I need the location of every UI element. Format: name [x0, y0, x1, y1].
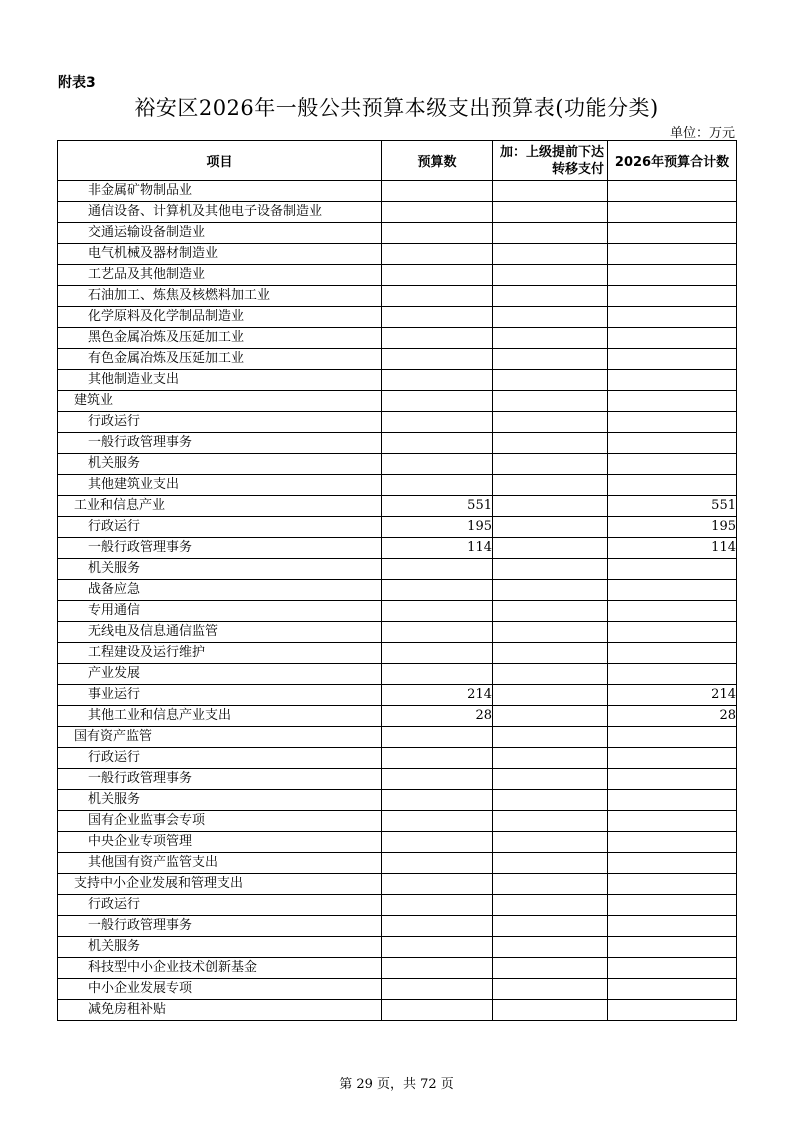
- row-transfer-value: [493, 685, 608, 706]
- table-row: [58, 664, 737, 685]
- row-total-value: [608, 475, 737, 496]
- table-row: [58, 811, 737, 832]
- row-total-value: [608, 769, 737, 790]
- row-transfer-value: [493, 265, 608, 286]
- row-item-name: 无线电及信息通信监管: [58, 622, 382, 643]
- row-total-value: 28: [608, 706, 737, 727]
- row-budget-value: 551: [382, 496, 493, 517]
- column-header-total: 2026年预算合计数: [608, 141, 737, 181]
- row-item-name: 支持中小企业发展和管理支出: [58, 874, 382, 895]
- table-row: [58, 412, 737, 433]
- row-item-name: 石油加工、炼焦及核燃料加工业: [58, 286, 382, 307]
- row-transfer-value: [493, 328, 608, 349]
- row-transfer-value: [493, 622, 608, 643]
- row-budget-value: [382, 307, 493, 328]
- row-transfer-value: [493, 370, 608, 391]
- row-total-value: [608, 349, 737, 370]
- page-title: 裕安区2026年一般公共预算本级支出预算表(功能分类): [134, 96, 659, 120]
- row-transfer-value: [493, 559, 608, 580]
- row-total-value: [608, 559, 737, 580]
- row-item-name: 专用通信: [58, 601, 382, 622]
- row-item-name: 机关服务: [58, 937, 382, 958]
- table-row: [58, 748, 737, 769]
- row-budget-value: [382, 832, 493, 853]
- row-budget-value: [382, 643, 493, 664]
- row-total-value: [608, 832, 737, 853]
- row-transfer-value: [493, 895, 608, 916]
- budget-table: [57, 140, 737, 1021]
- row-total-value: [608, 958, 737, 979]
- row-item-name: 减免房租补贴: [58, 1000, 382, 1021]
- row-item-name: 机关服务: [58, 454, 382, 475]
- table-row: [58, 580, 737, 601]
- row-item-name: 通信设备、计算机及其他电子设备制造业: [58, 202, 382, 223]
- row-budget-value: [382, 895, 493, 916]
- table-row: [58, 517, 737, 538]
- row-item-name: 交通运输设备制造业: [58, 223, 382, 244]
- row-total-value: [608, 811, 737, 832]
- table-row: [58, 643, 737, 664]
- table-row: [58, 958, 737, 979]
- row-transfer-value: [493, 349, 608, 370]
- row-item-name: 机关服务: [58, 559, 382, 580]
- row-total-value: [608, 790, 737, 811]
- table-row: [58, 244, 737, 265]
- row-transfer-value: [493, 727, 608, 748]
- row-transfer-value: [493, 244, 608, 265]
- row-budget-value: 114: [382, 538, 493, 559]
- row-total-value: [608, 391, 737, 412]
- row-total-value: [608, 916, 737, 937]
- table-row: [58, 328, 737, 349]
- row-transfer-value: [493, 496, 608, 517]
- row-budget-value: [382, 202, 493, 223]
- row-item-name: 科技型中小企业技术创新基金: [58, 958, 382, 979]
- table-row: [58, 559, 737, 580]
- row-transfer-value: [493, 832, 608, 853]
- row-item-name: 其他制造业支出: [58, 370, 382, 391]
- table-body: [58, 181, 737, 1021]
- row-budget-value: [382, 979, 493, 1000]
- row-total-value: [608, 370, 737, 391]
- column-header-item: 项目: [58, 141, 382, 181]
- table-row: [58, 349, 737, 370]
- table-row: [58, 769, 737, 790]
- row-budget-value: [382, 580, 493, 601]
- row-transfer-value: [493, 706, 608, 727]
- row-total-value: [608, 1000, 737, 1021]
- table-row: [58, 1000, 737, 1021]
- table-row: [58, 706, 737, 727]
- row-budget-value: [382, 265, 493, 286]
- column-header-transfer: 加：上级提前下达转移支付: [493, 141, 608, 181]
- row-item-name: 行政运行: [58, 748, 382, 769]
- row-transfer-value: [493, 874, 608, 895]
- row-budget-value: [382, 454, 493, 475]
- row-transfer-value: [493, 454, 608, 475]
- row-budget-value: [382, 433, 493, 454]
- row-budget-value: [382, 181, 493, 202]
- row-transfer-value: [493, 181, 608, 202]
- table-row: [58, 496, 737, 517]
- row-item-name: 行政运行: [58, 517, 382, 538]
- row-budget-value: [382, 601, 493, 622]
- row-budget-value: [382, 727, 493, 748]
- row-transfer-value: [493, 748, 608, 769]
- row-total-value: [608, 454, 737, 475]
- row-transfer-value: [493, 790, 608, 811]
- row-total-value: [608, 580, 737, 601]
- row-transfer-value: [493, 916, 608, 937]
- row-transfer-value: [493, 475, 608, 496]
- column-header-budget: 预算数: [382, 141, 493, 181]
- row-budget-value: [382, 937, 493, 958]
- row-item-name: 一般行政管理事务: [58, 916, 382, 937]
- row-total-value: [608, 601, 737, 622]
- row-budget-value: 214: [382, 685, 493, 706]
- table-row: [58, 307, 737, 328]
- row-transfer-value: [493, 601, 608, 622]
- row-item-name: 一般行政管理事务: [58, 769, 382, 790]
- row-budget-value: [382, 412, 493, 433]
- row-item-name: 工艺品及其他制造业: [58, 265, 382, 286]
- table-row: [58, 286, 737, 307]
- table-row: [58, 937, 737, 958]
- row-budget-value: [382, 559, 493, 580]
- row-transfer-value: [493, 433, 608, 454]
- row-budget-value: [382, 223, 493, 244]
- row-transfer-value: [493, 517, 608, 538]
- row-total-value: [608, 265, 737, 286]
- row-transfer-value: [493, 202, 608, 223]
- row-budget-value: [382, 811, 493, 832]
- row-transfer-value: [493, 286, 608, 307]
- row-item-name: 战备应急: [58, 580, 382, 601]
- row-transfer-value: [493, 1000, 608, 1021]
- row-transfer-value: [493, 412, 608, 433]
- row-budget-value: [382, 958, 493, 979]
- row-item-name: 国有资产监管: [58, 727, 382, 748]
- table-row: [58, 622, 737, 643]
- row-item-name: 一般行政管理事务: [58, 433, 382, 454]
- row-item-name: 机关服务: [58, 790, 382, 811]
- row-total-value: [608, 727, 737, 748]
- row-item-name: 其他建筑业支出: [58, 475, 382, 496]
- row-item-name: 国有企业监事会专项: [58, 811, 382, 832]
- row-item-name: 产业发展: [58, 664, 382, 685]
- table-row: [58, 874, 737, 895]
- row-total-value: [608, 643, 737, 664]
- row-item-name: 工业和信息产业: [58, 496, 382, 517]
- row-item-name: 黑色金属冶炼及压延加工业: [58, 328, 382, 349]
- row-budget-value: [382, 874, 493, 895]
- row-transfer-value: [493, 223, 608, 244]
- table-row: [58, 370, 737, 391]
- row-total-value: 551: [608, 496, 737, 517]
- table-row: [58, 853, 737, 874]
- table-row: [58, 181, 737, 202]
- table-row: [58, 895, 737, 916]
- table-row: [58, 538, 737, 559]
- table-row: [58, 601, 737, 622]
- row-transfer-value: [493, 580, 608, 601]
- table-row: [58, 475, 737, 496]
- table-row: [58, 832, 737, 853]
- row-transfer-value: [493, 958, 608, 979]
- row-total-value: [608, 622, 737, 643]
- appendix-label: 附表3: [58, 75, 96, 91]
- table-row: [58, 265, 737, 286]
- row-total-value: [608, 895, 737, 916]
- row-transfer-value: [493, 391, 608, 412]
- row-transfer-value: [493, 811, 608, 832]
- row-budget-value: [382, 370, 493, 391]
- table-row: [58, 433, 737, 454]
- row-budget-value: [382, 853, 493, 874]
- row-budget-value: 28: [382, 706, 493, 727]
- row-total-value: [608, 412, 737, 433]
- row-item-name: 非金属矿物制品业: [58, 181, 382, 202]
- row-transfer-value: [493, 769, 608, 790]
- row-budget-value: [382, 790, 493, 811]
- table-row: [58, 727, 737, 748]
- table-header-row: [58, 141, 737, 181]
- unit-label: 单位：万元: [669, 126, 735, 141]
- row-total-value: 114: [608, 538, 737, 559]
- row-budget-value: [382, 475, 493, 496]
- row-total-value: [608, 244, 737, 265]
- table-row: [58, 979, 737, 1000]
- row-budget-value: [382, 328, 493, 349]
- row-item-name: 工程建设及运行维护: [58, 643, 382, 664]
- table-row: [58, 685, 737, 706]
- row-total-value: [608, 874, 737, 895]
- row-budget-value: [382, 349, 493, 370]
- row-item-name: 中小企业发展专项: [58, 979, 382, 1000]
- row-item-name: 行政运行: [58, 412, 382, 433]
- row-budget-value: [382, 664, 493, 685]
- table-row: [58, 790, 737, 811]
- row-transfer-value: [493, 853, 608, 874]
- row-budget-value: 195: [382, 517, 493, 538]
- row-total-value: [608, 286, 737, 307]
- row-total-value: [608, 853, 737, 874]
- row-transfer-value: [493, 937, 608, 958]
- row-item-name: 电气机械及器材制造业: [58, 244, 382, 265]
- table-row: [58, 223, 737, 244]
- row-item-name: 一般行政管理事务: [58, 538, 382, 559]
- row-item-name: 行政运行: [58, 895, 382, 916]
- row-total-value: [608, 664, 737, 685]
- row-item-name: 中央企业专项管理: [58, 832, 382, 853]
- row-transfer-value: [493, 538, 608, 559]
- row-total-value: [608, 433, 737, 454]
- row-total-value: [608, 307, 737, 328]
- row-transfer-value: [493, 664, 608, 685]
- row-budget-value: [382, 748, 493, 769]
- row-item-name: 化学原料及化学制品制造业: [58, 307, 382, 328]
- row-transfer-value: [493, 643, 608, 664]
- row-transfer-value: [493, 979, 608, 1000]
- row-item-name: 其他国有资产监管支出: [58, 853, 382, 874]
- row-item-name: 建筑业: [58, 391, 382, 412]
- table-row: [58, 454, 737, 475]
- row-budget-value: [382, 286, 493, 307]
- row-item-name: 事业运行: [58, 685, 382, 706]
- row-total-value: 195: [608, 517, 737, 538]
- row-budget-value: [382, 916, 493, 937]
- row-total-value: 214: [608, 685, 737, 706]
- page-number: 第 29 页，共 72 页: [339, 1077, 454, 1092]
- row-total-value: [608, 979, 737, 1000]
- row-total-value: [608, 181, 737, 202]
- row-total-value: [608, 202, 737, 223]
- row-budget-value: [382, 1000, 493, 1021]
- row-total-value: [608, 328, 737, 349]
- table-row: [58, 916, 737, 937]
- row-budget-value: [382, 244, 493, 265]
- row-budget-value: [382, 769, 493, 790]
- row-transfer-value: [493, 307, 608, 328]
- row-budget-value: [382, 622, 493, 643]
- row-budget-value: [382, 391, 493, 412]
- row-total-value: [608, 748, 737, 769]
- table-row: [58, 391, 737, 412]
- row-total-value: [608, 937, 737, 958]
- row-total-value: [608, 223, 737, 244]
- row-item-name: 有色金属冶炼及压延加工业: [58, 349, 382, 370]
- row-item-name: 其他工业和信息产业支出: [58, 706, 382, 727]
- table-row: [58, 202, 737, 223]
